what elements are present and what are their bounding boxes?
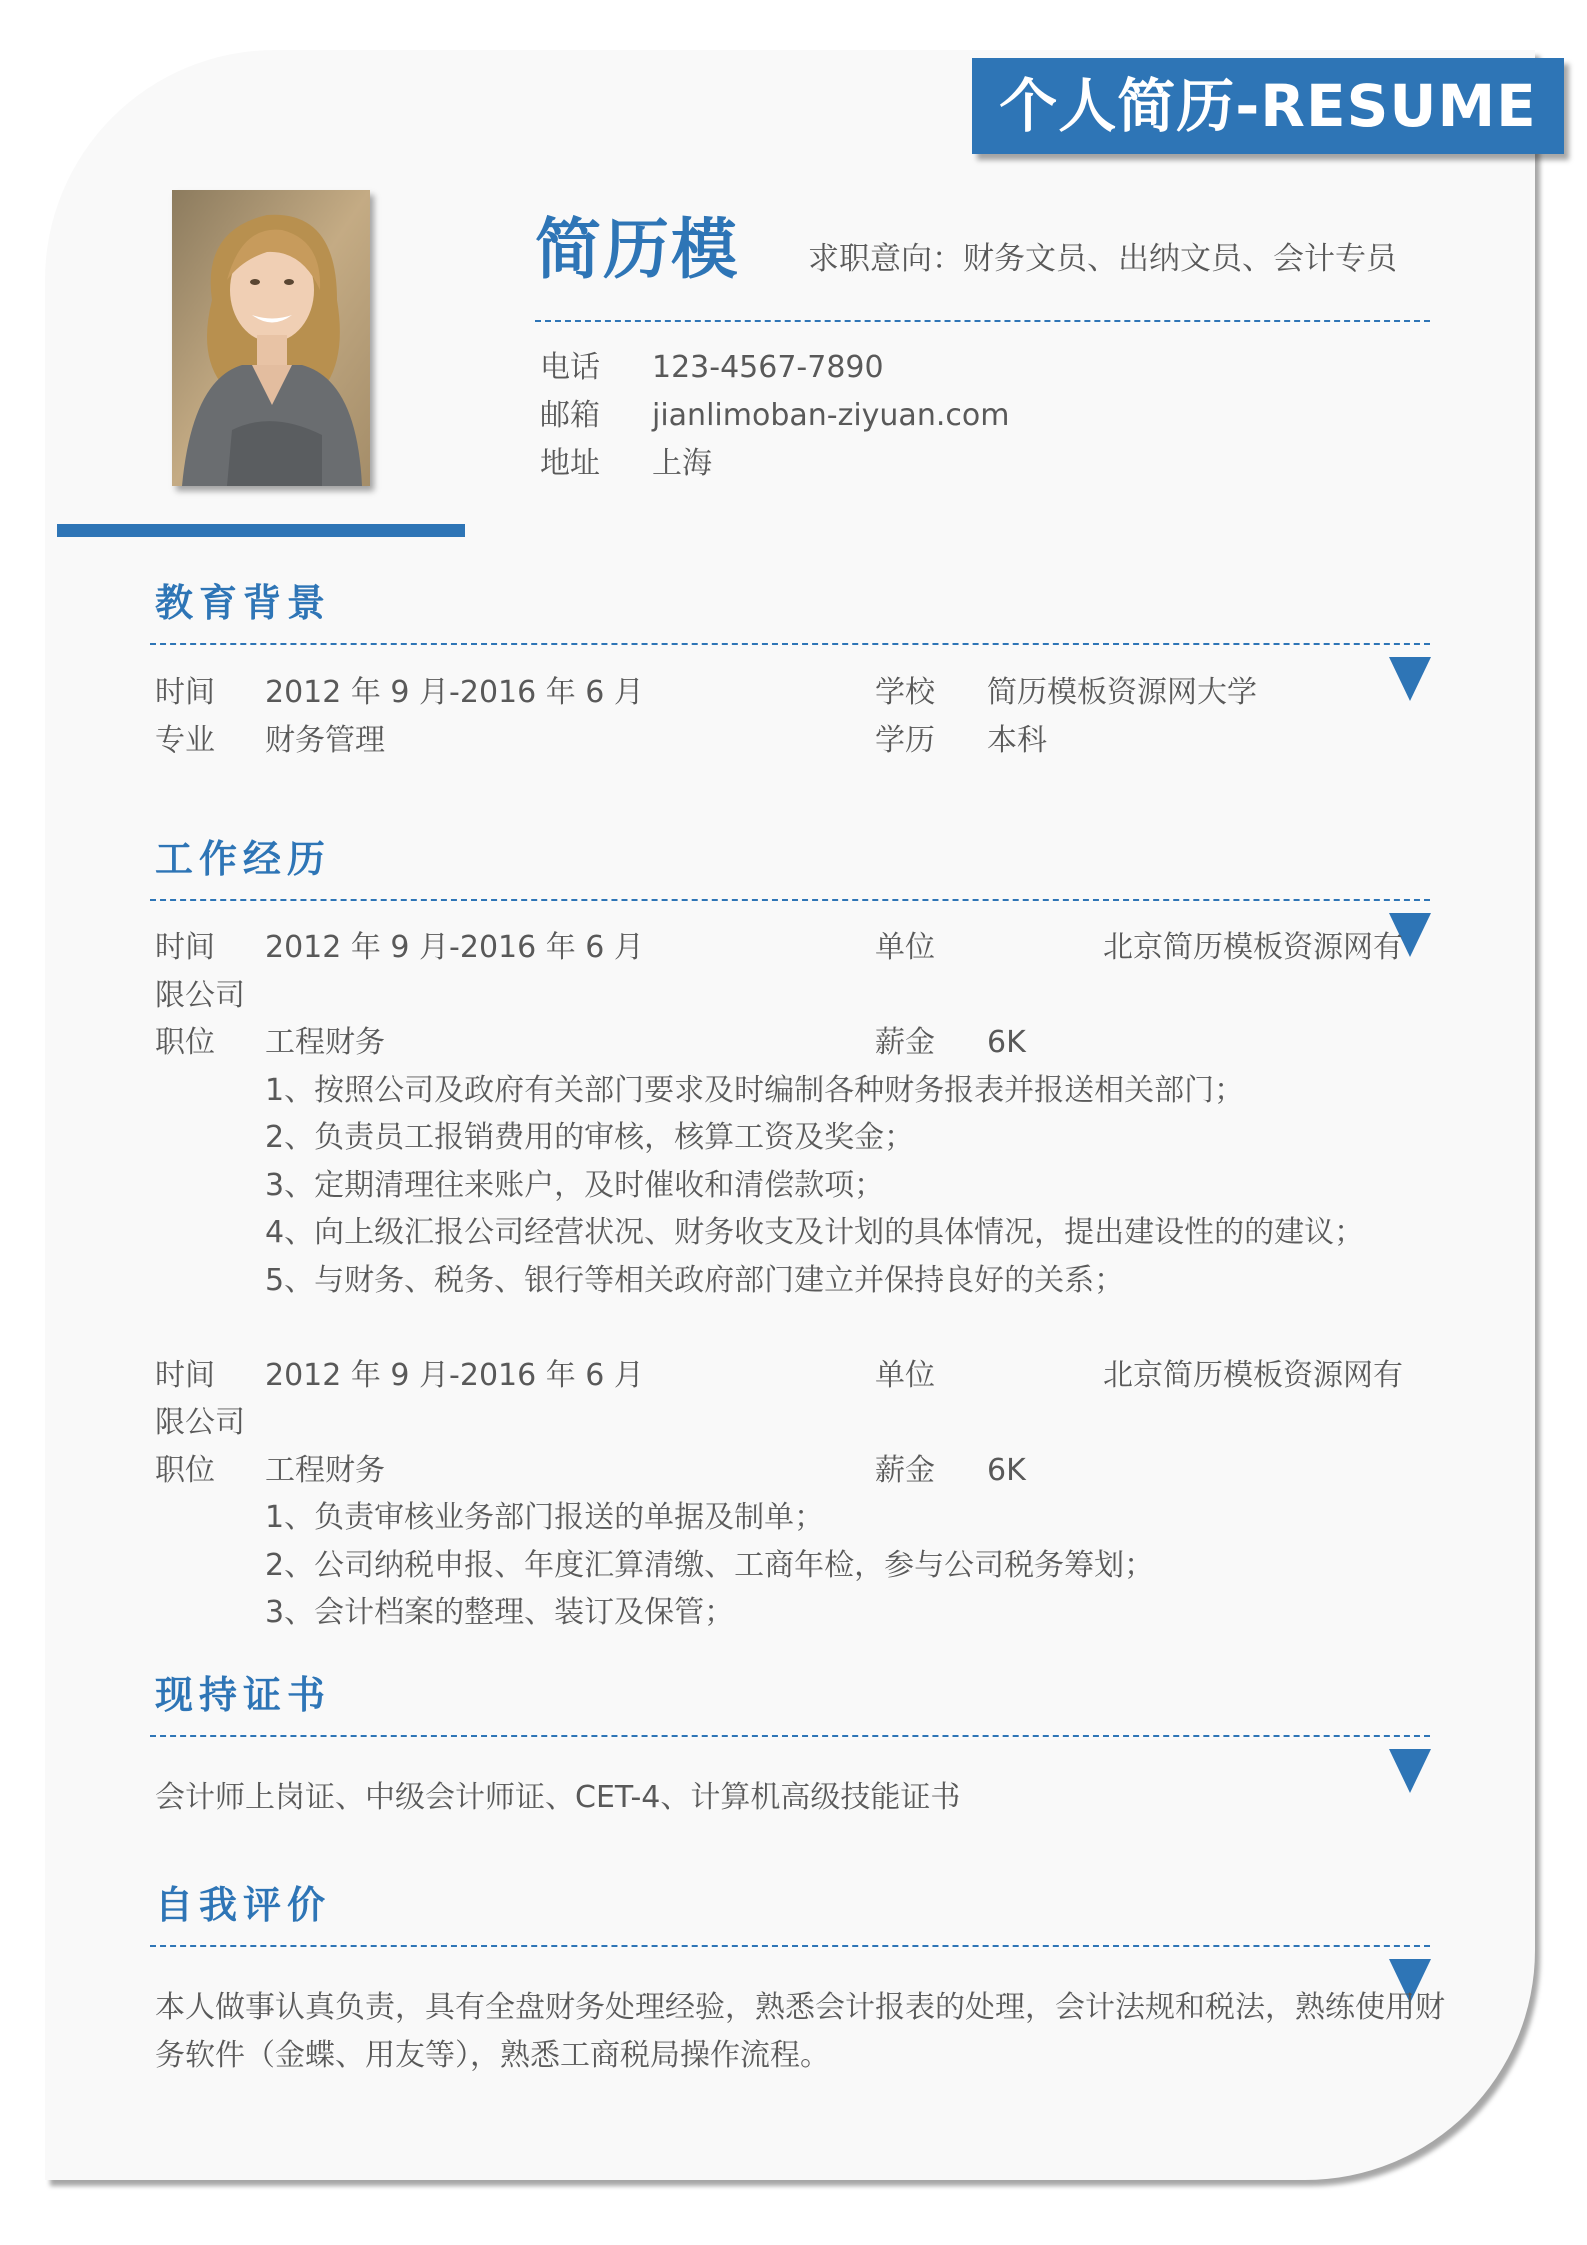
profile-photo (172, 190, 370, 486)
job-time-label: 时间 (155, 1358, 215, 1393)
edu-major-label: 专业 (155, 723, 215, 758)
job-time: 2012 年 9 月-2016 年 6 月 (265, 930, 644, 965)
job-time: 2012 年 9 月-2016 年 6 月 (265, 1358, 644, 1393)
job-intent-value: 财务文员、出纳文员、会计专员 (963, 241, 1397, 277)
job-duty: 5、与财务、税务、银行等相关政府部门建立并保持良好的关系； (265, 1263, 1125, 1298)
triangle-down-icon (1389, 657, 1431, 701)
contact-label: 电话 (540, 350, 600, 385)
triangle-down-icon (1389, 1749, 1431, 1793)
resume-banner: 个人简历-RESUME (972, 58, 1564, 154)
job-position-label: 职位 (155, 1025, 215, 1060)
job-duty: 2、公司纳税申报、年度汇算清缴、工商年检，参与公司税务筹划； (265, 1548, 1155, 1583)
contact-value: jianlimoban-ziyuan.com (652, 398, 1010, 433)
section-divider (150, 899, 1430, 901)
job-company: 北京简历模板资源网有 (1103, 1358, 1403, 1393)
job-duty: 1、负责审核业务部门报送的单据及制单； (265, 1500, 825, 1535)
job-salary: 6K (987, 1453, 1026, 1488)
job-duties-clipped (150, 1465, 1410, 1630)
edu-school-label: 学校 (875, 675, 935, 710)
job-duty: 3、定期清理往来账户，及时催收和清偿款项； (265, 1168, 885, 1203)
edu-degree-label: 学历 (875, 723, 935, 758)
job-salary-label: 薪金 (875, 1025, 935, 1060)
section-title-work: 工作经历 (155, 837, 332, 881)
edu-school: 简历模板资源网大学 (987, 675, 1257, 710)
job-salary: 6K (987, 1025, 1026, 1060)
job-duty: 2、负责员工报销费用的审核，核算工资及奖金； (265, 1120, 915, 1155)
contact-value: 123-4567-7890 (652, 350, 884, 385)
edu-degree: 本科 (987, 723, 1047, 758)
job-time-label: 时间 (155, 930, 215, 965)
section-divider (150, 1945, 1430, 1947)
job-company: 北京简历模板资源网有 (1103, 930, 1403, 965)
job-company-label: 单位 (875, 930, 935, 965)
accent-bar (57, 524, 465, 537)
contact-value: 上海 (652, 446, 712, 481)
job-company-label: 单位 (875, 1358, 935, 1393)
job-position-label: 职位 (155, 1453, 215, 1488)
edu-major: 财务管理 (265, 723, 385, 758)
contact-label: 地址 (540, 446, 600, 481)
edu-time: 2012 年 9 月-2016 年 6 月 (265, 675, 644, 710)
job-salary-label: 薪金 (875, 1453, 935, 1488)
section-title-certs: 现持证书 (155, 1673, 332, 1717)
candidate-name: 简历模 (535, 211, 739, 288)
job-company-cont: 限公司 (155, 1405, 245, 1440)
section-divider (150, 1735, 1430, 1737)
job-position: 工程财务 (265, 1025, 385, 1060)
job-intent-label: 求职意向： (808, 241, 963, 277)
job-company-cont: 限公司 (155, 978, 245, 1013)
section-title-self: 自我评价 (155, 1883, 332, 1927)
header-divider (535, 320, 1430, 322)
job-duty: 1、按照公司及政府有关部门要求及时编制各种财务报表并报送相关部门； (265, 1073, 1245, 1108)
job-intent (808, 236, 1397, 282)
section-title-education: 教育背景 (155, 581, 332, 625)
section-divider (150, 643, 1430, 645)
job-duty: 4、向上级汇报公司经营状况、财务收支及计划的具体情况，提出建设性的的建议； (265, 1215, 1365, 1250)
self-text-line2: 务软件（金蝶、用友等），熟悉工商税局操作流程。 (155, 2038, 830, 2073)
self-text-line1: 本人做事认真负责，具有全盘财务处理经验，熟悉会计报表的处理，会计法规和税法，熟练使用财 (155, 1990, 1445, 2025)
edu-time-label: 时间 (155, 675, 215, 710)
contact-label: 邮箱 (540, 398, 600, 433)
job-position: 工程财务 (265, 1453, 385, 1488)
job-duty: 3、会计档案的整理、装订及保管； (265, 1595, 735, 1630)
certs-text: 会计师上岗证、中级会计师证、CET-4、计算机高级技能证书 (155, 1780, 961, 1815)
